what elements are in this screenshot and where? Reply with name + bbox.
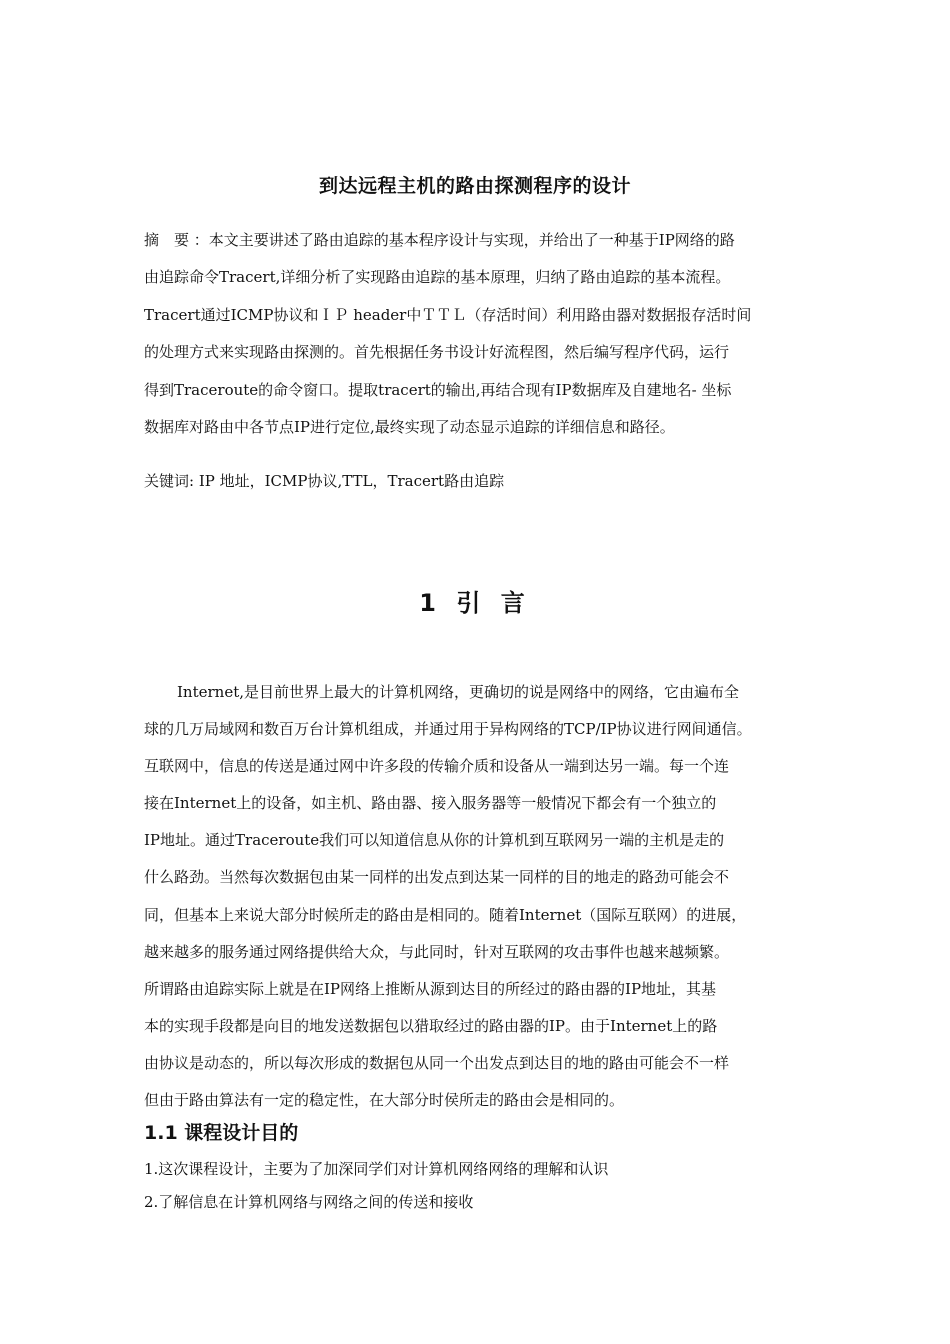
- section-heading-introduction: 1 引 言: [419, 589, 531, 617]
- paragraph-line: Internet,是目前世界上最大的计算机网络，更确切的说是网络中的网络，它由遍布全: [177, 683, 739, 701]
- abstract-paragraph: [144, 222, 812, 446]
- abstract-line: 得到Traceroute的命令窗口。提取tracert的输出,再结合现有IP数据库及自建地名- 坐标: [144, 380, 732, 399]
- paragraph-line: 但由于路由算法有一定的稳定性，在大部分时侯所走的路由会是相同的。: [144, 1091, 625, 1110]
- document-title: 到达远程主机的路由探测程序的设计: [318, 175, 631, 197]
- abstract-line: 数据库对路由中各节点IP进行定位,最终实现了动态显示追踪的详细信息和路径。: [144, 418, 675, 437]
- abstract-line: Tracert通过ICMP协议和ＩＰ header中ＴＴＬ（存活时间）利用路由器对数据报存活时间: [144, 305, 752, 324]
- list-item: 2.了解信息在计算机网络与网络之间的传送和接收: [144, 1193, 474, 1211]
- abstract-line: 摘 要 ：本文主要讲述了路由追踪的基本程序设计与实现，并给出了一种基于IP网络的路: [144, 231, 735, 249]
- subsection-heading-course-design-purpose: 1.1 课程设计目的: [144, 1122, 299, 1144]
- paragraph-line: 什么路劲。当然每次数据包由某一同样的出发点到达某一同样的目的地走的路劲可能会不: [144, 868, 730, 887]
- paragraph-line: IP地址。通过Traceroute我们可以知道信息从你的计算机到互联网另一端的主机是走的: [144, 831, 725, 850]
- introduction-paragraph: [144, 674, 812, 1119]
- paragraph-line: 越来越多的服务通过网络提供给大众，与此同时，针对互联网的攻击事件也越来越频繁。: [144, 942, 730, 961]
- paragraph-line: 接在Internet上的设备，如主机、路由器、接入服务器等一般情况下都会有一个独立的: [144, 794, 717, 813]
- abstract-line: 由追踪命令Tracert,详细分析了实现路由追踪的基本原理，归纳了路由追踪的基本流程。: [144, 268, 731, 287]
- abstract-line: 的处理方式来实现路由探测的。首先根据任务书设计好流程图，然后编写程序代码，运行: [144, 343, 730, 362]
- paragraph-line: 所谓路由追踪实际上就是在IP网络上推断从源到达目的所经过的路由器的IP地址，其基: [144, 979, 717, 998]
- paragraph-line: 互联网中，信息的传送是通过网中许多段的传输介质和设备从一端到达另一端。每一个连: [144, 757, 730, 776]
- keywords-line: 关键词: IP 地址，ICMP协议,TTL，Tracert路由追踪: [144, 472, 505, 490]
- paragraph-line: 同，但基本上来说大部分时候所走的路由是相同的。随着Internet（国际互联网）的进展，: [144, 905, 747, 924]
- list-item: 1.这次课程设计，主要为了加深同学们对计算机网络网络的理解和认识: [144, 1160, 609, 1178]
- purpose-list: [144, 1153, 812, 1219]
- paragraph-line: 本的实现手段都是向目的地发送数据包以猎取经过的路由器的IP。由于Internet上的路: [144, 1016, 718, 1035]
- paragraph-line: 由协议是动态的，所以每次形成的数据包从同一个出发点到达目的地的路由可能会不一样: [144, 1053, 730, 1072]
- paragraph-line: 球的几万局域网和数百万台计算机组成，并通过用于异构网络的TCP/IP协议进行网间通信。: [144, 720, 752, 739]
